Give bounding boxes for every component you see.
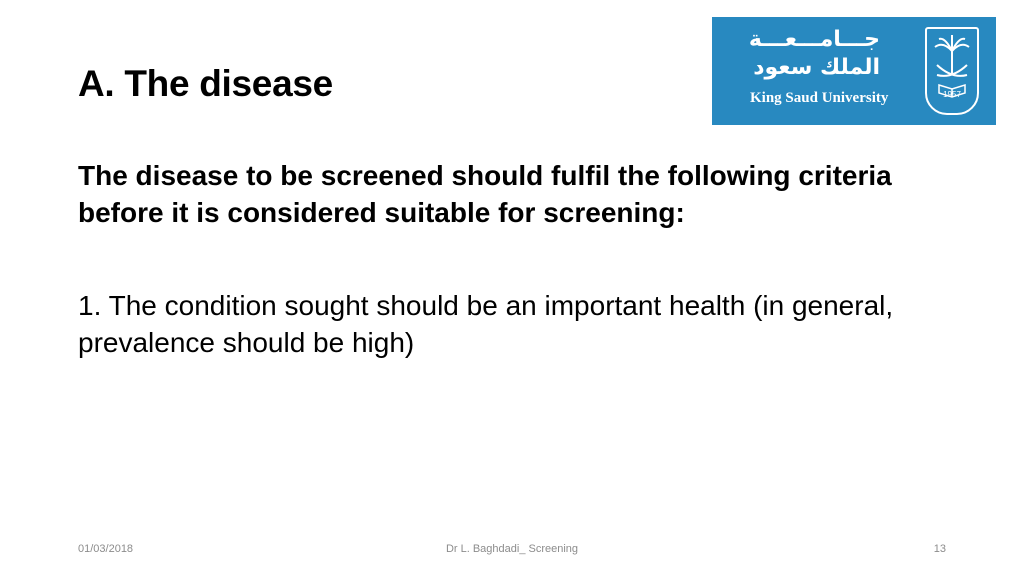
logo-arabic-line-1: جـــامـــعـــة [748, 27, 880, 52]
logo-year: 1957 [943, 90, 961, 99]
criteria-heading: The disease to be screened should fulfil the following criteria before it is considered suitable for screening: [78, 160, 892, 228]
palm-swords-icon [925, 27, 979, 115]
criteria-item-1: 1. The condition sought should be an important health (in general, prevalence should be high) [78, 290, 894, 358]
university-logo [712, 17, 996, 125]
slide-title: A. The disease [78, 63, 333, 104]
footer-author: Dr L. Baghdadi_ Screening [445, 543, 579, 555]
footer-date: 01/03/2018 [78, 543, 134, 555]
slide-number: 13 [933, 543, 946, 555]
logo-english-name: King Saud University [750, 90, 889, 106]
logo-arabic-line-2: الملك سعود [753, 55, 880, 80]
